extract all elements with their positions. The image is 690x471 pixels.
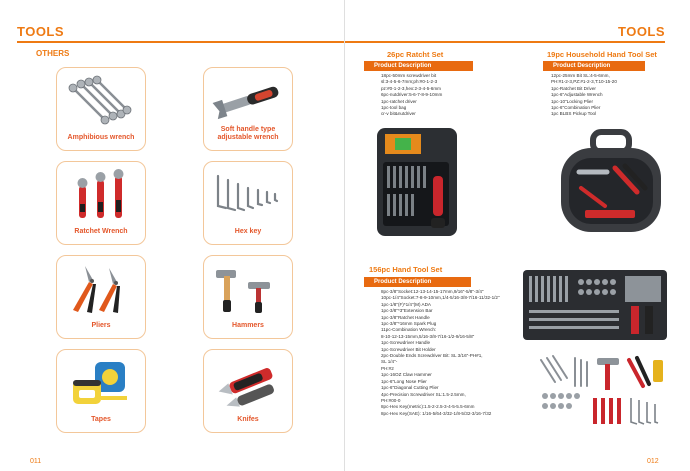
desc-line: 1pc-3/8"*3"Extension Bar bbox=[381, 308, 433, 314]
desc-line: 1pc-Screwdriver Handle bbox=[381, 340, 431, 346]
desc-line: 1pc BLBS Pickup Tool bbox=[551, 111, 597, 117]
desc-line: 1pc-Ratchet Bit Driver bbox=[551, 85, 596, 91]
product-card-amphibious-wrench bbox=[56, 67, 146, 151]
product-label: Soft handle type adjustable wrench bbox=[217, 126, 279, 141]
desc-line: pz:#0-1-2-3,hex:2-3-4-5-6mm bbox=[381, 85, 441, 91]
set-title-156pc: 156pc Hand Tool Set bbox=[369, 265, 443, 274]
left-page-number: 011 bbox=[30, 458, 42, 465]
household-tool-case-image bbox=[555, 128, 667, 236]
right-header-title: TOOLS bbox=[618, 24, 666, 39]
product-card-tapes bbox=[56, 349, 146, 433]
product-label: Hammers bbox=[232, 322, 264, 329]
set-description-19pc bbox=[551, 73, 617, 118]
product-label: Ratchet Wrench bbox=[74, 228, 128, 235]
product-description-bar: Product Description bbox=[364, 277, 471, 287]
right-header-rule bbox=[345, 41, 665, 43]
ratchet-wrench-image bbox=[65, 168, 137, 223]
ratchet-set-case-image bbox=[367, 122, 467, 242]
left-header-title: TOOLS bbox=[17, 24, 65, 39]
loose-tools-image bbox=[535, 352, 669, 438]
product-label: Hex key bbox=[234, 228, 262, 235]
product-label: Pliers bbox=[91, 322, 111, 329]
product-card-hex-key bbox=[203, 161, 293, 245]
combination-wrench-set-image bbox=[65, 74, 137, 129]
desc-line: 1pc-6"Long Nose Plier bbox=[381, 378, 427, 384]
desc-line: 1pc-1/8"(F)*1/4"(M) ADA bbox=[381, 301, 431, 307]
desc-line: 8pc-Hex Key(SAE): 1/16-5/64-3/32-1/8-5/32-3/16-7/32 bbox=[381, 410, 492, 416]
section-title: OTHERS bbox=[36, 49, 70, 58]
desc-line: PH:#2 bbox=[381, 365, 394, 371]
hammers-image bbox=[212, 262, 284, 317]
set-title-26pc: 26pc Ratcht Set bbox=[387, 50, 444, 59]
left-header-rule bbox=[17, 41, 345, 43]
desc-line: 8pc-3/8"Socket:12-13-14-15-17mm,9/16"-5/8"-3/4" bbox=[381, 289, 484, 294]
desc-line: sl:3-4-5-6-7mm;ph:#0-1-2-3 bbox=[381, 79, 438, 85]
utility-knife-image bbox=[212, 356, 284, 411]
set-description-26pc bbox=[381, 73, 442, 118]
hex-key-set-image bbox=[212, 168, 284, 223]
tape-measure-image bbox=[65, 356, 137, 411]
pliers-image bbox=[65, 262, 137, 317]
desc-line: 1pc-ratchet driver bbox=[381, 98, 417, 104]
desc-line: 1pc-6"Adjustable Wrench bbox=[551, 92, 603, 98]
product-label: Tapes bbox=[91, 416, 111, 423]
desc-line: 1pc-3/8"Ratchet Handle bbox=[381, 314, 430, 320]
desc-line: cr-v bit&nutdriver bbox=[381, 111, 416, 117]
product-card-ratchet-wrench bbox=[56, 161, 146, 245]
hand-tool-case-image bbox=[521, 266, 669, 344]
product-card-knifes bbox=[203, 349, 293, 433]
desc-line: 11pc-Combination Wrench: bbox=[381, 327, 437, 333]
desc-line: 8-10-12-13-15mm,5/16-3/8-7/16-1/2-9/16-5/8" bbox=[381, 333, 475, 339]
desc-line: PH:#1-2-3,PZ:#1-2-3,T:10-15-20 bbox=[551, 79, 617, 85]
desc-line: 2pc-Double Ends Screwdriver Bit: SL 3/16"-PH#1, bbox=[381, 353, 483, 359]
product-card-pliers bbox=[56, 255, 146, 339]
desc-line: 1pc-Screwdriver Bit Holder bbox=[381, 346, 436, 352]
desc-line: 10pc-1/4"Socket:7-8-9-10mm,1/4-5/16-3/8-7/16-11/32-1/2" bbox=[381, 295, 500, 301]
desc-line: 1pc-6"Diagonal Cutting Plier bbox=[381, 385, 439, 391]
desc-line: 1pc-tool bag bbox=[381, 105, 407, 111]
desc-line: 1pc-16OZ Claw Hammer bbox=[381, 372, 432, 378]
set-description-156pc bbox=[381, 289, 500, 417]
desc-line: PH:#00-0 bbox=[381, 397, 401, 403]
product-description-bar: Product Description bbox=[543, 61, 645, 71]
right-page-number: 012 bbox=[647, 458, 659, 465]
desc-line: 4pc-Precision Screwdriver SL:1.5-2.5mm, bbox=[381, 391, 466, 397]
desc-line: 12pc-25mm Bit SL:4-5-6mm, bbox=[551, 73, 610, 78]
product-description-bar: Product Description bbox=[364, 61, 473, 71]
product-card-hammers bbox=[203, 255, 293, 339]
desc-line: 1pc-6"Combination Plier bbox=[551, 105, 601, 111]
set-title-19pc: 19pc Household Hand Tool Set bbox=[547, 50, 657, 59]
product-label: Amphibious wrench bbox=[67, 134, 135, 141]
adjustable-wrench-image bbox=[212, 74, 284, 129]
desc-line: 1pc-10"Locking Plier bbox=[551, 98, 593, 104]
desc-line: 1pc-3/8"*16mm Spark Plug bbox=[381, 321, 437, 327]
product-card-adjustable-wrench bbox=[203, 67, 293, 151]
desc-line: 18pc-50mm screwdriver bit bbox=[381, 73, 437, 78]
right-page bbox=[345, 0, 690, 471]
desc-line: SL 1/4"- bbox=[381, 359, 398, 365]
desc-line: 8pc-Hex Key(metric):1.5-2-2.5-3-4-5-5.5-6mm bbox=[381, 404, 475, 410]
product-label: Knifes bbox=[237, 416, 259, 423]
desc-line: 6pc-nutdriver:5-6-7-8-9-10mm bbox=[381, 92, 443, 98]
